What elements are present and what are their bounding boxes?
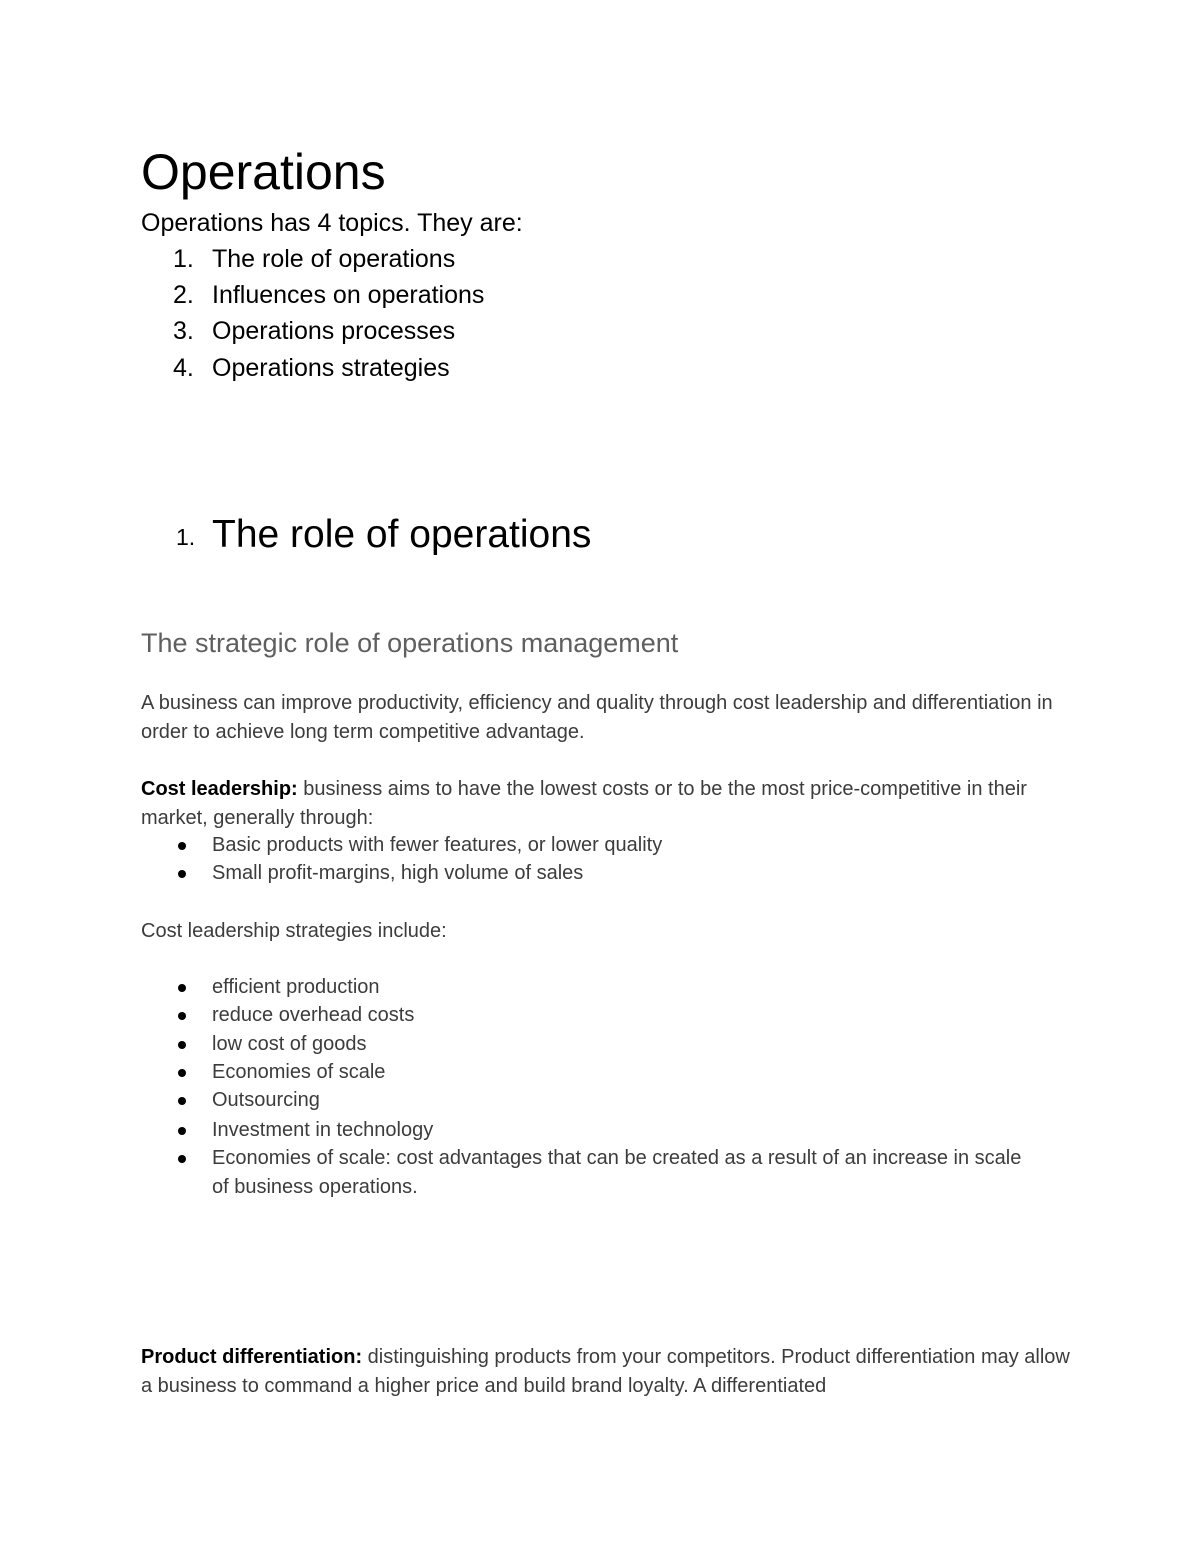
term-definition: business aims to have the lowest costs or to be the most price-competitive in their market, generally through: — [141, 778, 1027, 829]
paragraph-cost-leadership — [141, 775, 1071, 833]
bullet-icon — [178, 842, 186, 850]
bullet-icon — [178, 984, 186, 992]
list-item-label: The role of operations — [212, 245, 456, 273]
bullet-icon — [178, 1097, 186, 1105]
term-label: Product differentiation: — [141, 1346, 363, 1368]
list-item-label: Economies of scale: cost advantages that can be created as a result of an increase in scale of business operations. — [212, 1147, 1022, 1198]
list-item-label: Small profit-margins, high volume of sales — [212, 862, 584, 884]
list-item-label: Economies of scale — [212, 1061, 386, 1083]
subheading: The strategic role of operations management — [141, 628, 679, 658]
bullet-icon — [178, 870, 186, 878]
list-item-label: Investment in technology — [212, 1119, 434, 1141]
list-item-label: low cost of goods — [212, 1033, 367, 1055]
list-item-label: Outsourcing — [212, 1089, 320, 1111]
intro-text: Operations has 4 topics. They are: — [141, 209, 523, 237]
section-number: 1. — [176, 524, 196, 550]
paragraph-strategies-intro: Cost leadership strategies include: — [141, 920, 447, 942]
list-item-label: Operations processes — [212, 317, 456, 345]
list-item-label: Influences on operations — [212, 281, 485, 309]
list-item-number: 4. — [173, 354, 194, 382]
paragraph-product-differentiation — [141, 1343, 1071, 1401]
bullet-icon — [178, 1155, 186, 1163]
term-definition: distinguishing products from your competitors. Product differentiation may allow a business to command a higher price and build brand loyalty. A differentiated — [141, 1346, 1070, 1397]
list-item-label: reduce overhead costs — [212, 1004, 415, 1026]
section-title: The role of operations — [212, 513, 592, 556]
paragraph-strategic-role: A business can improve productivity, efficiency and quality through cost leadership and differentiation in order to achieve long term competitive advantage. — [141, 692, 1053, 743]
list-item-label: Basic products with fewer features, or lower quality — [212, 834, 663, 856]
term-label: Cost leadership: — [141, 778, 298, 800]
bullet-icon — [178, 1127, 186, 1135]
bullet-icon — [178, 1041, 186, 1049]
list-item-number: 3. — [173, 317, 194, 345]
bullet-icon — [178, 1012, 186, 1020]
list-item-number: 1. — [173, 245, 194, 273]
list-item-label: efficient production — [212, 976, 380, 998]
list-item-number: 2. — [173, 281, 194, 309]
document-title: Operations — [141, 144, 386, 200]
list-item-label: Operations strategies — [212, 354, 450, 382]
bullet-icon — [178, 1069, 186, 1077]
